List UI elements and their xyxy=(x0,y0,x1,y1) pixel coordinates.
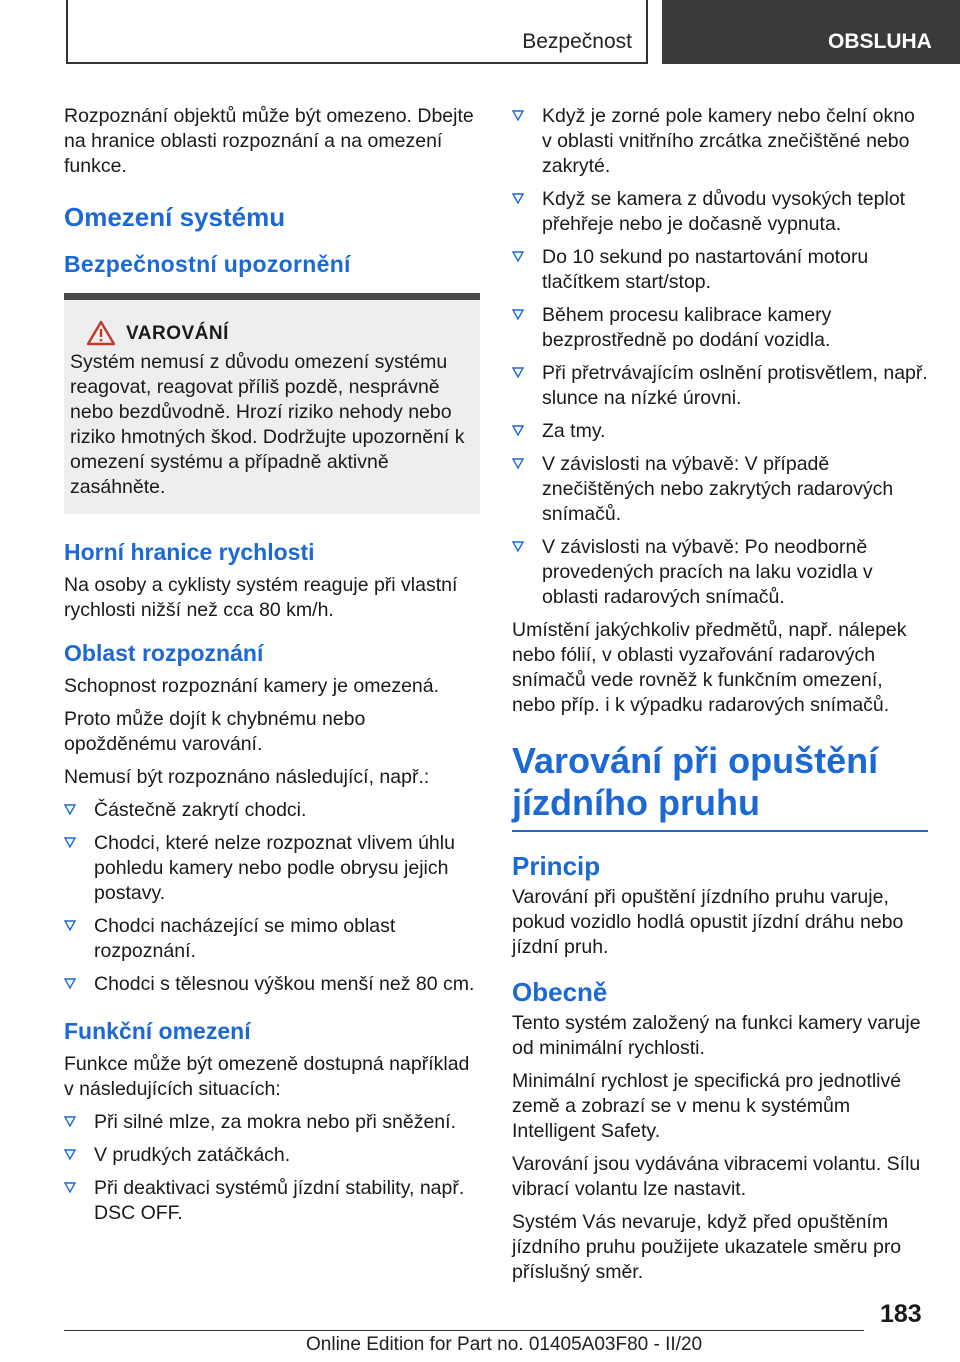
edition-footer: Online Edition for Part no. 01405A03F80 - II/20 xyxy=(306,1334,703,1355)
list-item xyxy=(512,361,928,411)
list-item-text: Když se kamera z důvodu vysokých teplot přehřeje nebo je dočasně vypnuta. xyxy=(542,188,906,235)
list-item xyxy=(512,245,928,295)
bullet-triangle-icon xyxy=(64,978,76,989)
detection-area-p1: Schopnost rozpoznání kamery je omezená. xyxy=(64,675,440,697)
general-p2: Minimální rychlost je specifická pro jednotlivé země a zobrazí se v menu k systémům Intelligent Safety. xyxy=(512,1070,902,1142)
bullet-triangle-icon xyxy=(512,541,524,552)
list-item-text: Do 10 sekund po nastartování motoru tlačítkem start/stop. xyxy=(542,246,869,293)
detection-area-p3: Nemusí být rozpoznáno následující, např.: xyxy=(64,766,430,788)
list-item-text: Při deaktivaci systémů jízdní stability, např. DSC OFF. xyxy=(94,1177,465,1224)
list-item xyxy=(64,914,480,964)
bullet-triangle-icon xyxy=(512,367,524,378)
list-item xyxy=(512,104,928,179)
list-item xyxy=(64,1110,480,1135)
chapter-title: Varování při opuštění jízdního pruhu xyxy=(512,740,879,823)
stickers-paragraph: Umístění jakýchkoliv předmětů, např. nálepek nebo fólií, v oblasti vyzařování radarových snímačů vede rovněž k funkčním omezení, nebo příp. i k výpadku radarových snímačů. xyxy=(512,619,907,716)
list-item-text: Za tmy. xyxy=(542,420,606,442)
chapter-tab xyxy=(662,0,960,64)
bullet-triangle-icon xyxy=(512,309,524,320)
chapter-tab-label: OBSLUHA xyxy=(828,30,932,53)
list-item-text: Částečně zakrytí chodci. xyxy=(94,799,307,821)
list-item-text: Když je zorné pole kamery nebo čelní okno v oblasti vnitřního zrcátka znečištěné nebo zakryté. xyxy=(542,105,915,177)
warning-title: VAROVÁNÍ xyxy=(126,322,229,344)
page-header xyxy=(0,0,960,66)
bullet-triangle-icon xyxy=(64,1149,76,1160)
list-item-text: V závislosti na výbavě: Po neodborně provedených pracích na laku vozidla v oblasti radarových snímačů. xyxy=(542,536,873,608)
list-item xyxy=(512,452,928,527)
heading-general: Obecně xyxy=(512,977,608,1007)
bullet-triangle-icon xyxy=(512,110,524,121)
list-item xyxy=(64,831,480,906)
warning-triangle-icon xyxy=(86,320,116,346)
list-item-text: V prudkých zatáčkách. xyxy=(94,1144,291,1166)
list-item-text: Během procesu kalibrace kamery bezprostředně po dodání vozidla. xyxy=(542,304,832,351)
heading-safety-notes: Bezpečnostní upozornění xyxy=(64,251,351,277)
list-item-text: Při silné mlze, za mokra nebo při sněžení. xyxy=(94,1111,456,1133)
bullet-triangle-icon xyxy=(512,251,524,262)
footer-rule xyxy=(64,1330,864,1331)
heading-functional-limits: Funkční omezení xyxy=(64,1018,251,1044)
bullet-triangle-icon xyxy=(64,1116,76,1127)
list-item-text: Při přetrvávajícím oslnění protisvětlem, např. slunce na nízké úrovni. xyxy=(542,362,928,409)
general-p4: Systém Vás nevaruje, když před opuštěním jízdního pruhu použijete ukazatele směru pro příslušný směr. xyxy=(512,1211,902,1283)
heading-system-limits: Omezení systému xyxy=(64,202,286,232)
detection-area-p2: Proto může dojít k chybnému nebo opožděnému varování. xyxy=(64,708,366,755)
title-rule xyxy=(512,830,928,832)
general-p3: Varování jsou vydávána vibracemi volantu. Sílu vibrací volantu lze nastavit. xyxy=(512,1153,921,1200)
list-item xyxy=(64,798,480,823)
detection-list xyxy=(64,798,480,997)
functional-limits-text: Funkce může být omezeně dostupná například v následujících situacích: xyxy=(64,1053,470,1100)
list-item xyxy=(64,972,480,997)
list-item-text: Chodci nacházející se mimo oblast rozpoznání. xyxy=(94,915,396,962)
list-item xyxy=(512,535,928,610)
list-item-text: Chodci, které nelze rozpoznat vlivem úhlu pohledu kamery nebo podle obrysu jejich postavy. xyxy=(94,832,455,904)
intro-paragraph: Rozpoznání objektů může být omezeno. Dbejte na hranice oblasti rozpoznání a na omezení funkce. xyxy=(64,105,474,177)
warning-top-rule xyxy=(64,293,480,300)
bullet-triangle-icon xyxy=(512,458,524,469)
list-item xyxy=(512,303,928,353)
heading-detection-area: Oblast rozpoznání xyxy=(64,640,264,666)
bullet-triangle-icon xyxy=(512,193,524,204)
principle-text: Varování při opuštění jízdního pruhu varuje, pokud vozidlo hodlá opustit jízdní dráhu nebo jízdní pruh. xyxy=(512,886,904,958)
section-title: Bezpečnost xyxy=(522,30,632,53)
warning-header xyxy=(70,320,474,346)
list-item xyxy=(64,1143,480,1168)
warning-box xyxy=(64,300,480,514)
list-item xyxy=(64,1176,480,1226)
bullet-triangle-icon xyxy=(64,1182,76,1193)
general-p1: Tento systém založený na funkci kamery varuje od minimální rychlosti. xyxy=(512,1012,921,1059)
bullet-triangle-icon xyxy=(64,920,76,931)
conditions-list xyxy=(512,104,928,610)
bullet-triangle-icon xyxy=(64,837,76,848)
bullet-triangle-icon xyxy=(512,425,524,436)
functional-list xyxy=(64,1110,480,1226)
heading-principle: Princip xyxy=(512,851,601,881)
speed-limit-text: Na osoby a cyklisty systém reaguje při vlastní rychlosti nižší než cca 80 km/h. xyxy=(64,574,458,621)
section-box xyxy=(66,0,648,64)
list-item-text: V závislosti na výbavě: V případě znečištěných nebo zakrytých radarových snímačů. xyxy=(542,453,894,525)
right-column xyxy=(512,104,928,1293)
warning-text: Systém nemusí z důvodu omezení systému reagovat, reagovat příliš pozdě, nesprávně nebo bezdůvodně. Hrozí riziko nehody nebo riziko hmotných škod. Dodržujte upozornění k omezení systému a případně aktivně zasáhněte. xyxy=(70,351,465,498)
list-item xyxy=(512,419,928,444)
list-item-text: Chodci s tělesnou výškou menší než 80 cm. xyxy=(94,973,475,995)
page-number: 183 xyxy=(880,1300,922,1328)
heading-speed-limit: Horní hranice rychlosti xyxy=(64,539,315,565)
list-item xyxy=(512,187,928,237)
bullet-triangle-icon xyxy=(64,804,76,815)
left-column xyxy=(64,104,480,1234)
